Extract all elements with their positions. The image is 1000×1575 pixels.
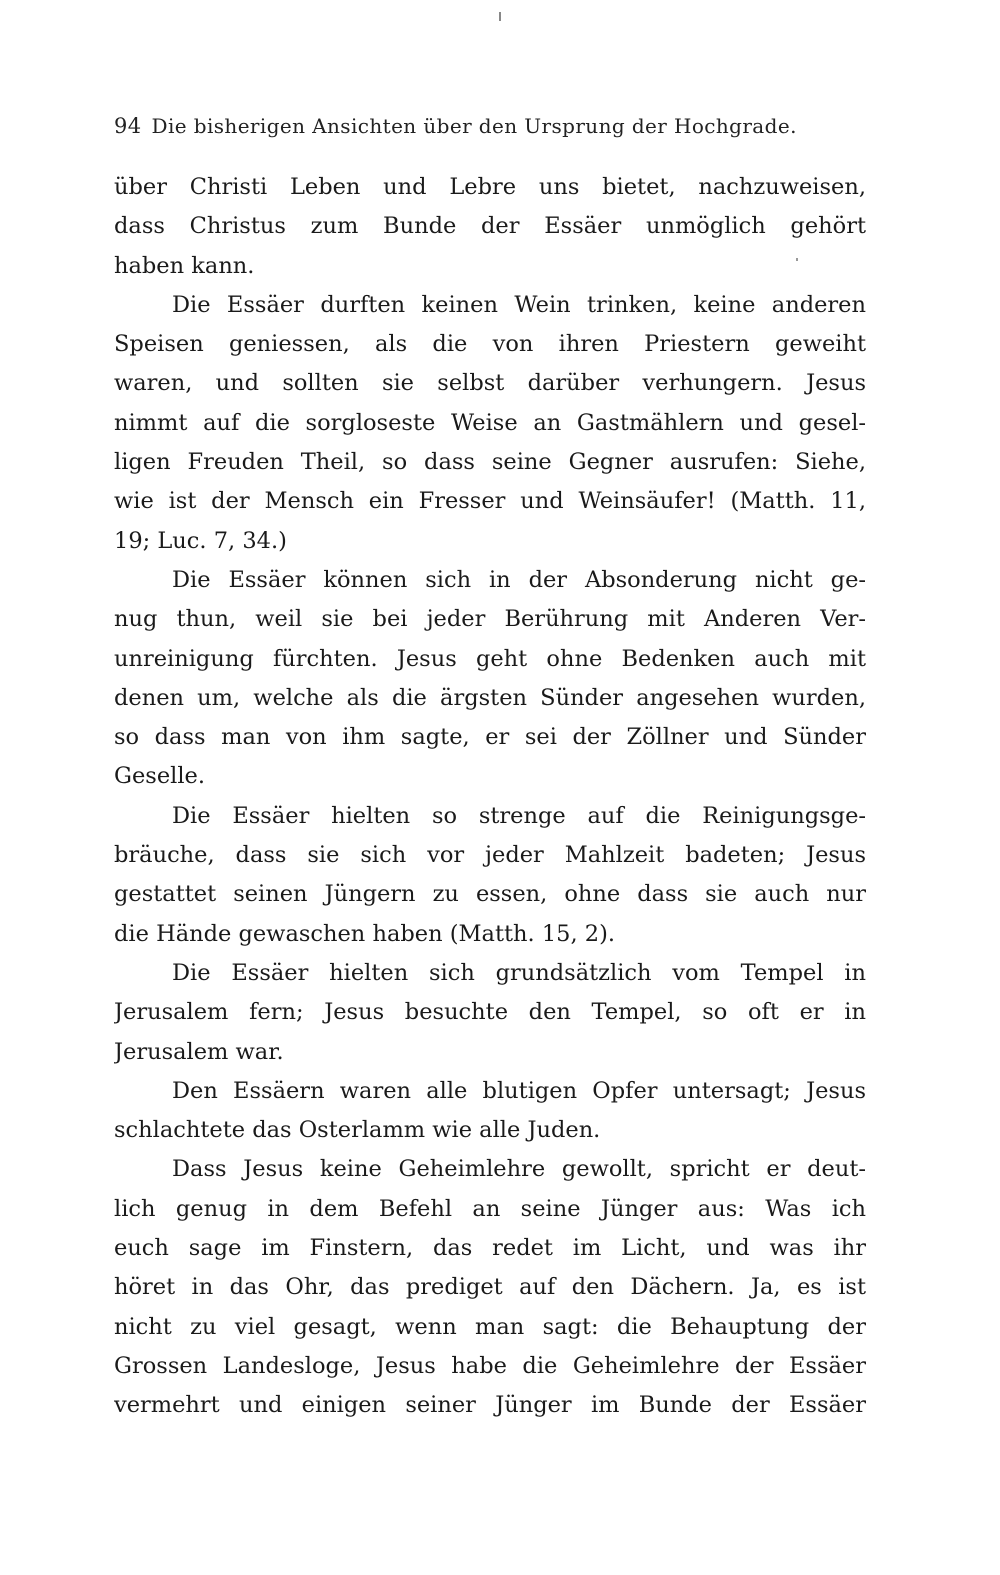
text-line: euch sage im Finstern, das redet im Licht, und was ihr: [114, 1235, 866, 1262]
text-line: lich genug in dem Befehl an seine Jünger aus: Was ich: [114, 1195, 866, 1222]
text-line: bräuche, dass sie sich vor jeder Mahlzeit badeten; Jesus: [114, 842, 866, 869]
text-line: haben kann.: [114, 252, 255, 279]
text-line: die Hände gewaschen haben (Matth. 15, 2).: [114, 920, 616, 947]
text-line: Den Essäern waren alle blutigen Opfer untersagt; Jesus: [172, 1077, 866, 1104]
text-line: Geselle.: [114, 763, 206, 790]
text-line: Die Essäer durften keinen Wein trinken, keine anderen: [172, 291, 866, 318]
text-line: Speisen geniessen, als die von ihren Priestern geweiht: [114, 331, 866, 358]
text-line: höret in das Ohr, das prediget auf den Dächern. Ja, es ist: [114, 1274, 866, 1301]
text-line: wie ist der Mensch ein Fresser und Weinsäufer! (Matth. 11,: [114, 488, 866, 515]
scan-speck: [499, 12, 501, 21]
text-line: über Christi Leben und Lebre uns bietet, nachzuweisen,: [114, 174, 866, 200]
text-line: dass Christus zum Bunde der Essäer unmöglich gehört: [114, 213, 866, 240]
text-line: vermehrt und einigen seiner Jünger im Bunde der Essäer: [114, 1392, 866, 1419]
text-line: nicht zu viel gesagt, wenn man sagt: die Behauptung der: [114, 1313, 866, 1340]
text-line: nug thun, weil sie bei jeder Berührung mit Anderen Ver-: [114, 606, 866, 633]
text-line: Die Essäer hielten so strenge auf die Reinigungsge-: [172, 802, 866, 829]
text-line: schlachtete das Osterlamm wie alle Juden.: [114, 1117, 601, 1144]
text-line: Dass Jesus keine Geheimlehre gewollt, spricht er deut-: [172, 1156, 866, 1183]
text-line: nimmt auf die sorgloseste Weise an Gastmählern und gesel-: [114, 409, 866, 436]
text-line: 19; Luc. 7, 34.): [114, 527, 287, 554]
text-line: Jerusalem fern; Jesus besuchte den Tempel, so oft er in: [114, 999, 866, 1026]
text-line: unreinigung fürchten. Jesus geht ohne Bedenken auch mit: [114, 645, 866, 672]
text-line: waren, und sollten sie selbst darüber verhungern. Jesus: [114, 370, 866, 397]
running-header: [114, 112, 874, 140]
text-line: so dass man von ihm sagte, er sei der Zöllner und Sünder: [114, 724, 866, 751]
text-line: Die Essäer hielten sich grundsätzlich vom Tempel in: [172, 959, 866, 986]
running-title: Die bisherigen Ansichten über den Ursprung der Hochgrade.: [151, 114, 797, 138]
text-line: Jerusalem war.: [114, 1038, 284, 1065]
text-line: ligen Freuden Theil, so dass seine Gegner ausrufen: Siehe,: [114, 449, 866, 476]
text-line: gestattet seinen Jüngern zu essen, ohne dass sie auch nur: [114, 881, 866, 908]
text-line: Die Essäer können sich in der Absonderung nicht ge-: [172, 566, 866, 593]
body-text: [114, 168, 866, 1426]
page-number: 94: [114, 114, 142, 138]
text-line: denen um, welche als die ärgsten Sünder angesehen wurden,: [114, 684, 866, 711]
text-line: Grossen Landesloge, Jesus habe die Geheimlehre der Essäer: [114, 1352, 866, 1379]
